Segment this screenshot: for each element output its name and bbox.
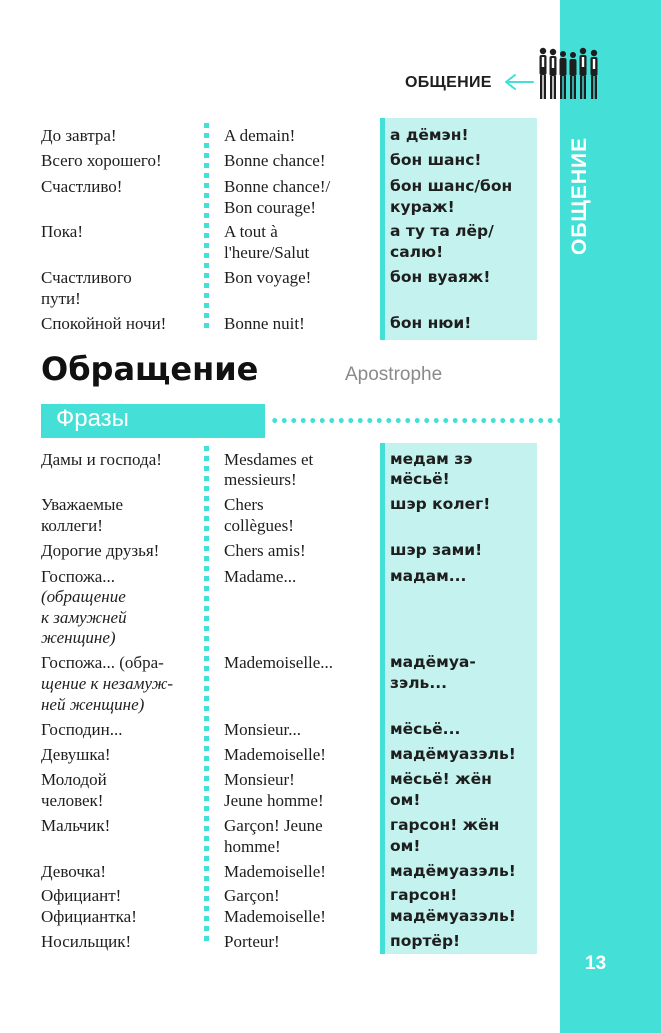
divider-dot bbox=[204, 303, 209, 308]
divider-dot bbox=[204, 223, 209, 228]
divider-dot bbox=[204, 193, 209, 198]
ru-phrase: Уважаемые bbox=[41, 495, 124, 514]
translit: гарсон! bbox=[390, 886, 458, 904]
divider-dot bbox=[204, 293, 209, 298]
translit-panel-border bbox=[380, 443, 385, 954]
divider-dot bbox=[204, 876, 209, 881]
divider-dot bbox=[204, 263, 209, 268]
divider-dot bbox=[204, 666, 209, 671]
divider-dot bbox=[204, 123, 209, 128]
divider-dot bbox=[204, 233, 209, 238]
divider-dot bbox=[204, 766, 209, 771]
translit: мадам... bbox=[390, 567, 467, 585]
ru-phrase: Официант! bbox=[41, 886, 122, 905]
ru-phrase: Пока! bbox=[41, 222, 83, 241]
ru-phrase-note: щение к незамуж- bbox=[41, 674, 174, 693]
divider-dot bbox=[204, 163, 209, 168]
divider-dot bbox=[204, 323, 209, 328]
column-divider bbox=[204, 446, 209, 951]
divider-dot bbox=[204, 806, 209, 811]
ru-phrase bbox=[41, 652, 164, 673]
translit: мадёмуазэль! bbox=[390, 862, 516, 880]
fr-phrase: Bon voyage! bbox=[224, 268, 312, 287]
translit: мадёмуа- bbox=[390, 653, 476, 671]
ru-phrase: Спокойной ночи! bbox=[41, 314, 167, 333]
ru-phrase: Девочка! bbox=[41, 862, 107, 881]
divider-dot bbox=[204, 203, 209, 208]
fr-phrase-line2: messieurs! bbox=[224, 470, 297, 489]
divider-dot bbox=[204, 886, 209, 891]
divider-dot bbox=[204, 173, 209, 178]
divider-dot bbox=[204, 906, 209, 911]
translit: а дёмэн! bbox=[390, 126, 469, 144]
divider-dot bbox=[204, 566, 209, 571]
divider-dot bbox=[204, 476, 209, 481]
divider-dot bbox=[204, 213, 209, 218]
translit: шэр зами! bbox=[390, 541, 483, 559]
divider-dot bbox=[204, 926, 209, 931]
arrow-left-icon bbox=[503, 71, 535, 93]
translit-panel-border bbox=[380, 118, 385, 340]
divider-dot bbox=[204, 283, 209, 288]
divider-dot bbox=[204, 756, 209, 761]
fr-phrase: Porteur! bbox=[224, 932, 280, 951]
ru-phrase-main: Госпожа... (обра- bbox=[41, 653, 164, 672]
divider-dot bbox=[204, 466, 209, 471]
section-heading-french: Apostrophe bbox=[345, 364, 443, 385]
ru-phrase-note: (обращение bbox=[41, 587, 126, 606]
divider-dot bbox=[204, 896, 209, 901]
divider-dot bbox=[204, 916, 209, 921]
divider-dot bbox=[204, 313, 209, 318]
ru-phrase-line2: коллеги! bbox=[41, 516, 103, 535]
divider-dot bbox=[204, 456, 209, 461]
divider-dot bbox=[204, 636, 209, 641]
divider-dot bbox=[204, 486, 209, 491]
fr-phrase: Mademoiselle! bbox=[224, 907, 326, 926]
translit-line2: мёсьё! bbox=[390, 470, 450, 488]
divider-dot bbox=[204, 576, 209, 581]
ru-phrase-line2: человек! bbox=[41, 791, 104, 810]
translit: бон вуаяж! bbox=[390, 268, 491, 286]
fr-phrase: Garçon! Jeune bbox=[224, 816, 323, 835]
divider-dot bbox=[204, 546, 209, 551]
ru-phrase: Господин... bbox=[41, 720, 123, 739]
fr-phrase: Monsieur... bbox=[224, 720, 301, 739]
fr-phrase: Mademoiselle! bbox=[224, 862, 326, 881]
translit: медам зэ bbox=[390, 450, 473, 468]
divider-dot bbox=[204, 556, 209, 561]
translit: шэр колег! bbox=[390, 495, 491, 513]
ru-phrase: Госпожа... bbox=[41, 567, 116, 586]
divider-dot bbox=[204, 816, 209, 821]
divider-dot bbox=[204, 736, 209, 741]
translit-line2: ом! bbox=[390, 837, 421, 855]
divider-dot bbox=[204, 836, 209, 841]
divider-dot bbox=[204, 796, 209, 801]
fr-phrase-line2: Bon courage! bbox=[224, 198, 317, 217]
divider-dot bbox=[204, 746, 209, 751]
divider-dot bbox=[204, 866, 209, 871]
fr-phrase: Monsieur! bbox=[224, 770, 295, 789]
fr-phrase: Chers bbox=[224, 495, 264, 514]
fr-phrase: A tout à bbox=[224, 222, 278, 241]
translit-line2: кураж! bbox=[390, 198, 455, 216]
section-label: ОБЩЕНИЕ bbox=[405, 74, 492, 91]
divider-dot bbox=[204, 656, 209, 661]
divider-dot bbox=[204, 686, 209, 691]
ru-phrase: Счастливо! bbox=[41, 177, 123, 196]
fr-phrase: Mesdames et bbox=[224, 450, 314, 469]
divider-dot bbox=[204, 153, 209, 158]
divider-dot bbox=[204, 676, 209, 681]
divider-dot bbox=[204, 786, 209, 791]
divider-dot bbox=[204, 646, 209, 651]
divider-dot bbox=[204, 596, 209, 601]
people-illustration-icon bbox=[536, 45, 604, 103]
divider-dot bbox=[204, 626, 209, 631]
fr-phrase: Garçon! bbox=[224, 886, 280, 905]
divider-dot bbox=[204, 526, 209, 531]
ru-phrase: Счастливого bbox=[41, 268, 132, 287]
ru-phrase: Официантка! bbox=[41, 907, 137, 926]
divider-dot bbox=[204, 936, 209, 941]
translit: бон нюи! bbox=[390, 314, 472, 332]
divider-dot bbox=[204, 516, 209, 521]
translit: бон шанс/бон bbox=[390, 177, 513, 195]
translit: мадёмуазэль! bbox=[390, 745, 516, 763]
translit-line2: салю! bbox=[390, 243, 444, 261]
ru-phrase: Носильщик! bbox=[41, 932, 132, 951]
divider-dot bbox=[204, 183, 209, 188]
ru-phrase-note: к замужней bbox=[41, 608, 127, 627]
ru-phrase: Молодой bbox=[41, 770, 107, 789]
fr-phrase: Bonne chance!/ bbox=[224, 177, 331, 196]
divider-dot bbox=[204, 133, 209, 138]
ru-phrase-note: ней женщине) bbox=[41, 695, 145, 714]
divider-dot bbox=[204, 706, 209, 711]
divider-dot bbox=[204, 586, 209, 591]
translit: мадёмуазэль! bbox=[390, 907, 516, 925]
divider-dot bbox=[204, 243, 209, 248]
ru-phrase-note: женщине) bbox=[41, 628, 116, 647]
translit: портёр! bbox=[390, 932, 461, 950]
translit: а ту та лёр/ bbox=[390, 222, 494, 240]
divider-dot bbox=[204, 143, 209, 148]
translit-line2: ом! bbox=[390, 791, 421, 809]
divider-dot bbox=[204, 273, 209, 278]
side-tab-title: ОБЩЕНИЕ bbox=[568, 136, 591, 255]
translit: мёсьё! жён bbox=[390, 770, 492, 788]
divider-dot bbox=[204, 606, 209, 611]
divider-dot bbox=[204, 696, 209, 701]
translit: бон шанс! bbox=[390, 151, 482, 169]
divider-dot bbox=[204, 446, 209, 451]
translit: мёсьё... bbox=[390, 720, 461, 738]
section-heading: Обращение bbox=[41, 350, 259, 388]
translit: гарсон! жён bbox=[390, 816, 500, 834]
divider-dot bbox=[204, 846, 209, 851]
divider-dot bbox=[204, 716, 209, 721]
ru-phrase-line2: пути! bbox=[41, 289, 81, 308]
horizontal-divider bbox=[270, 418, 560, 423]
divider-dot bbox=[204, 506, 209, 511]
page-number: 13 bbox=[585, 953, 607, 974]
divider-dot bbox=[204, 856, 209, 861]
fr-phrase: Madame... bbox=[224, 567, 297, 586]
ru-phrase: Девушка! bbox=[41, 745, 111, 764]
divider-dot bbox=[204, 536, 209, 541]
divider-dot bbox=[204, 776, 209, 781]
ru-phrase: Мальчик! bbox=[41, 816, 111, 835]
fr-phrase-line2: homme! bbox=[224, 837, 281, 856]
translit-line2: зэль... bbox=[390, 674, 448, 692]
phrases-tab-label: Фразы bbox=[56, 405, 129, 432]
fr-phrase: Bonne chance! bbox=[224, 151, 326, 170]
fr-phrase: Bonne nuit! bbox=[224, 314, 305, 333]
fr-phrase: Chers amis! bbox=[224, 541, 306, 560]
divider-dot bbox=[204, 616, 209, 621]
fr-phrase: A demain! bbox=[224, 126, 296, 145]
ru-phrase: Дамы и господа! bbox=[41, 450, 162, 469]
divider-dot bbox=[204, 253, 209, 258]
fr-phrase-line2: l'heure/Salut bbox=[224, 243, 310, 262]
ru-phrase: Всего хорошего! bbox=[41, 151, 162, 170]
fr-phrase: Mademoiselle... bbox=[224, 653, 334, 672]
ru-phrase: До завтра! bbox=[41, 126, 117, 145]
fr-phrase: Mademoiselle! bbox=[224, 745, 326, 764]
column-divider bbox=[204, 123, 209, 338]
divider-dot bbox=[204, 496, 209, 501]
fr-phrase-line2: Jeune homme! bbox=[224, 791, 324, 810]
fr-phrase-line2: collègues! bbox=[224, 516, 294, 535]
ru-phrase: Дорогие друзья! bbox=[41, 541, 160, 560]
divider-dot bbox=[204, 826, 209, 831]
divider-dot bbox=[204, 726, 209, 731]
